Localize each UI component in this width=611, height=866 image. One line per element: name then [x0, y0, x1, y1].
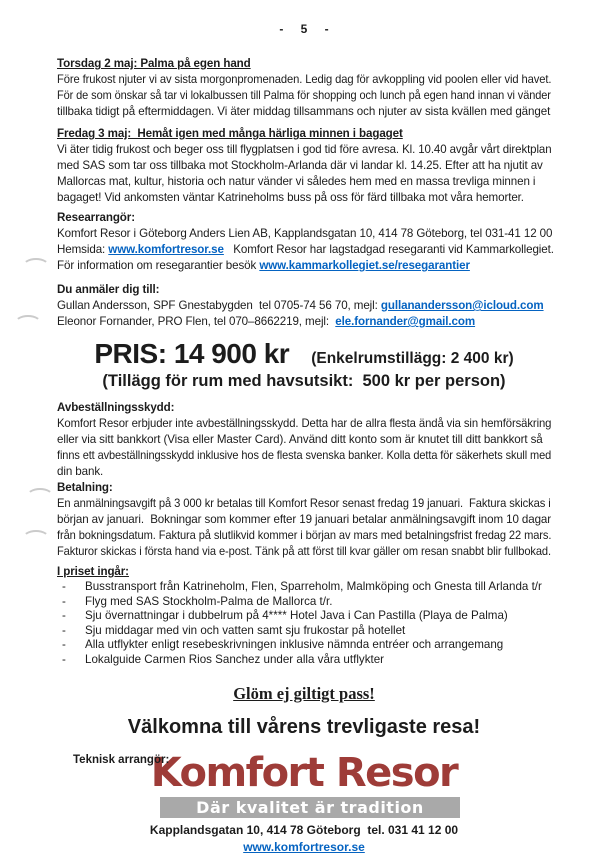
- list-item: [57, 638, 551, 653]
- signup-person1-line: [57, 298, 551, 314]
- thursday-paragraph: [57, 72, 551, 120]
- payment-paragraph: [57, 496, 551, 560]
- bullet-dash: -: [62, 609, 66, 623]
- footer: [57, 750, 551, 855]
- arranger-homepage-line: [57, 242, 554, 258]
- bullet-dash: -: [62, 623, 66, 637]
- payment-heading: Betalning:: [57, 481, 113, 494]
- paragraph-line: från bokningsdatum. Faktura på slutlikvid kommer i början av mars med betalningsfrist fredag 22 mars.: [57, 529, 552, 542]
- price-single-room-supplement: (Enkelrumstillägg: 2 400 kr): [311, 350, 514, 367]
- kammarkollegiet-link[interactable]: www.kammarkollegiet.se/resegarantier: [259, 259, 470, 272]
- footer-website-link[interactable]: www.komfortresor.se: [243, 839, 365, 854]
- scan-artifact: [26, 488, 54, 506]
- paragraph-line: din bank.: [57, 465, 104, 478]
- footer-address: Kapplandsgatan 10, 414 78 Göteborg tel. 031 41 12 00: [149, 822, 459, 837]
- scan-artifact: [22, 258, 50, 276]
- komfort-resor-logo: Komfort Resor: [150, 749, 458, 796]
- paragraph-line: finns ett avbeställningsskydd inklusive hos de flesta svenska banker. Kolla detta för säkerhets skull med: [57, 449, 552, 462]
- included-list: [57, 580, 551, 668]
- paragraph-line: början av januari. Bokningar som kommer efter 19 januari betalar anmälningsavgift inom 10 dagar: [57, 513, 552, 526]
- paragraph-line: Vi äter tidig frukost och beger oss till flygplatsen i god tid före avresa. Kl. 10.40 avgår vårt direktplan: [57, 143, 552, 156]
- list-item: [57, 609, 551, 624]
- paragraph-line: eller via sitt bankkort (Visa eller Master Card). Använd ditt konto som är knutet till ditt bankkort så: [57, 433, 543, 446]
- cancellation-paragraph: [57, 416, 551, 480]
- bullet-dash: -: [62, 580, 66, 593]
- signup-person2-line: [57, 314, 551, 330]
- paragraph-line: Fakturor skickas i första hand via e-post. Tänk på att först till kvar gäller om resan snabbt blir fullbokad.: [57, 545, 551, 558]
- price-row: [57, 338, 551, 370]
- arranger-guarantee-line: [57, 258, 551, 274]
- paragraph-line: med SAS som tar oss tillbaka mot Stockholm-Arlanda där vi landar kl. 14.25. Efter att ha njutit av: [57, 159, 543, 172]
- list-item-text: Flyg med SAS Stockholm-Palma de Mallorca t/r.: [85, 594, 333, 608]
- cancellation-heading: Avbeställningsskydd:: [57, 401, 175, 414]
- bullet-dash: -: [62, 638, 66, 652]
- person2-email-link[interactable]: ele.fornander@gmail.com: [335, 315, 476, 328]
- scan-artifact: [22, 530, 50, 548]
- paragraph-line: Före frukost njuter vi av sista morgonpromenaden. Ledig dag för avkoppling vid poolen eller vid havet.: [57, 73, 552, 86]
- list-item-text: Alla utflykter enligt resebeskrivningen inklusive nämnda entréer och arrangemang: [85, 638, 504, 652]
- list-item-text: Lokalguide Carmen Rios Sanchez under alla våra utflykter: [85, 652, 385, 666]
- signup-label: Du anmäler dig till:: [57, 283, 160, 296]
- paragraph-line: En anmälningsavgift på 3 000 kr betalas till Komfort Resor senast fredag 19 januari. Faktura skickas i: [57, 497, 551, 510]
- person2-text: Eleonor Fornander, PRO Flen, tel 070–8662219, mejl:: [57, 315, 336, 328]
- list-item: [57, 595, 551, 610]
- price-main: PRIS: 14 900 kr: [94, 338, 290, 369]
- list-item: [57, 653, 551, 668]
- footer-website-line: [57, 840, 551, 855]
- thursday-heading: Torsdag 2 maj: Palma på egen hand: [57, 57, 251, 70]
- included-heading: I priset ingår:: [57, 565, 129, 578]
- paragraph-line: Mallorcas mat, kultur, historia och natur vänder vi således hem med en massa trevliga minnen i: [57, 175, 536, 188]
- paragraph-line: Komfort Resor erbjuder inte avbeställningsskydd. Detta har de allra flesta ändå via sin hemförsäkring: [57, 417, 552, 430]
- welcome-message: Välkomna till vårens trevligaste resa!: [127, 715, 481, 738]
- logo-tagline-banner: [160, 797, 460, 818]
- logo-tagline: Där kvalitet är tradition: [196, 797, 424, 817]
- list-item-text: Sju middagar med vin och vatten samt sju frukostar på hotellet: [85, 623, 406, 637]
- paragraph-line: bagaget! Vid ankomsten väntar Katrineholms buss på oss för färd tillbaka mot våra hemorter.: [57, 191, 524, 204]
- homepage-suffix: Komfort Resor har lagstadgad resegaranti vid Kammarkollegiet.: [223, 243, 554, 256]
- paragraph-line: För de som önskar så tar vi lokalbussen till Palma för shopping och lunch på egen hand innan vi vänder: [57, 89, 551, 102]
- arranger-label: Researrangör:: [57, 211, 135, 224]
- technical-arranger-label: Teknisk arrangör:: [73, 753, 170, 766]
- friday-heading: Fredag 3 maj: Hemåt igen med många härliga minnen i bagaget: [57, 127, 403, 140]
- bullet-dash: -: [62, 594, 66, 608]
- person1-email-link[interactable]: gullanandersson@icloud.com: [380, 299, 544, 312]
- list-item-text: Sju övernattningar i dubbelrum på 4**** Hotel Java i Can Pastilla (Playa de Palma): [85, 609, 508, 623]
- list-item: [57, 624, 551, 639]
- paragraph-line: tillbaka tidigt på eftermiddagen. Vi äter middag tillsammans och njuter av sista kvällen med gänget: [57, 105, 551, 118]
- list-item: [57, 580, 551, 595]
- arranger-company-line: Komfort Resor i Göteborg Anders Lien AB, Kapplandsgatan 10, 414 78 Göteborg, tel 031-41 12 00: [57, 227, 553, 240]
- page-number: - 5 -: [279, 22, 329, 36]
- scan-artifact: [14, 315, 42, 333]
- friday-paragraph: [57, 142, 551, 206]
- price-sea-view-supplement: (Tillägg för rum med havsutsikt: 500 kr per person): [102, 372, 506, 390]
- passport-note: Glöm ej giltigt pass!: [233, 683, 375, 703]
- bullet-dash: -: [62, 652, 66, 666]
- list-item-text: Busstransport från Katrineholm, Flen, Sparreholm, Malmköping och Gnesta till Arlanda t/r: [85, 580, 542, 593]
- person1-text: Gullan Andersson, SPF Gnestabygden tel 0705-74 56 70, mejl:: [57, 299, 381, 312]
- komfortresor-link[interactable]: www.komfortresor.se: [108, 243, 224, 256]
- homepage-prefix: Hemsida:: [57, 243, 109, 256]
- guarantee-prefix: För information om resegarantier besök: [57, 259, 260, 272]
